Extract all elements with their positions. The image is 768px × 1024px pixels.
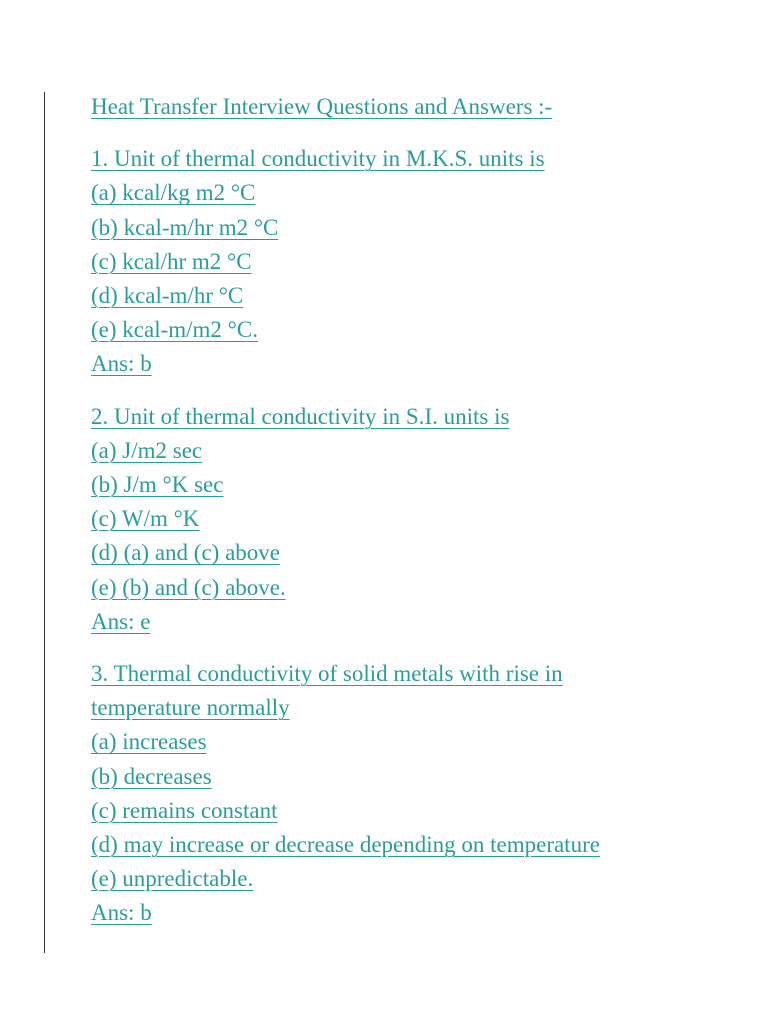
question-2-option-a[interactable]: (a) J/m2 sec bbox=[91, 437, 203, 463]
question-1 bbox=[91, 142, 731, 381]
question-2-option-b[interactable]: (b) J/m °K sec bbox=[91, 472, 224, 498]
question-2-answer[interactable]: Ans: e bbox=[91, 608, 151, 634]
question-1-option-a[interactable]: (a) kcal/kg m2 °C bbox=[91, 180, 256, 206]
question-2-option-d[interactable]: (d) (a) and (c) above bbox=[91, 540, 280, 566]
question-1-option-b[interactable]: (b) kcal-m/hr m2 °C bbox=[91, 214, 279, 240]
left-margin-rule bbox=[44, 92, 45, 953]
question-3-option-b[interactable]: (b) decreases bbox=[91, 763, 212, 789]
question-1-answer[interactable]: Ans: b bbox=[91, 351, 152, 377]
question-1-option-d[interactable]: (d) kcal-m/hr °C bbox=[91, 283, 244, 309]
question-3-stem-line-1[interactable]: 3. Thermal conductivity of solid metals with rise in bbox=[91, 661, 563, 687]
question-3-answer[interactable]: Ans: b bbox=[91, 900, 152, 926]
question-1-stem[interactable]: 1. Unit of thermal conductivity in M.K.S. units is bbox=[91, 146, 545, 172]
question-3-option-e[interactable]: (e) unpredictable. bbox=[91, 866, 254, 892]
question-3-option-c[interactable]: (c) remains constant bbox=[91, 797, 278, 823]
question-2-stem[interactable]: 2. Unit of thermal conductivity in S.I. units is bbox=[91, 403, 510, 429]
question-3-stem-line-2[interactable]: temperature normally bbox=[91, 695, 290, 721]
document-title-line bbox=[91, 90, 731, 124]
document-body bbox=[91, 90, 731, 949]
question-2-option-c[interactable]: (c) W/m °K bbox=[91, 506, 200, 532]
question-3-option-d[interactable]: (d) may increase or decrease depending on temperature bbox=[91, 832, 600, 858]
question-1-option-e[interactable]: (e) kcal-m/m2 °C. bbox=[91, 317, 258, 343]
document-title[interactable]: Heat Transfer Interview Questions and Answers :- bbox=[91, 94, 553, 119]
question-1-option-c[interactable]: (c) kcal/hr m2 °C bbox=[91, 248, 252, 274]
question-2 bbox=[91, 400, 731, 639]
question-2-option-e[interactable]: (e) (b) and (c) above. bbox=[91, 574, 286, 600]
question-3-option-a[interactable]: (a) increases bbox=[91, 729, 207, 755]
question-3 bbox=[91, 657, 731, 931]
title-spacer bbox=[91, 124, 731, 142]
